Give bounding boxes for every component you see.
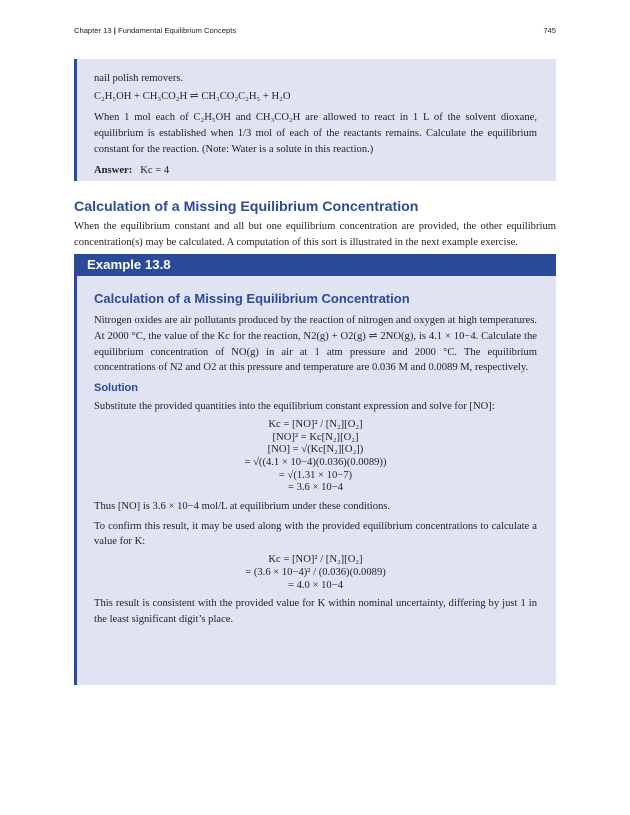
example-header: Example 13.8 — [74, 254, 556, 276]
conclusion-text: Thus [NO] is 3.6 × 10−4 mol/L at equilibrium under these conditions. — [94, 501, 391, 513]
confirm-text: To confirm this result, it may be used along with the provided equilibrium concentrations to calculate a value for K: — [94, 520, 537, 548]
solution-heading: Solution — [94, 381, 138, 394]
page-number: 745 — [543, 26, 556, 35]
math-line: Kc = [NO]² / [N₂][O₂] — [268, 554, 363, 566]
math-line: = 3.6 × 10−4 — [287, 482, 343, 494]
math-line: = (3.6 × 10−4)² / (0.036)(0.0089) — [245, 566, 386, 578]
math-line: = 4.0 × 10−4 — [287, 579, 343, 591]
solution-intro: Substitute the provided quantities into the equilibrium constant expression and solve for [NO]: — [94, 401, 495, 413]
answer-value: Kc = 4 — [140, 165, 170, 177]
exercise-body: When 1 mol each of C₂H₅OH and CH₃CO₂H are allowed to react in 1 L of the solvent dioxane, equilibrium is established when 1/3 mol of each of the reactants remains. Calculate the equilibrium constant for the reaction. (Note: Water is a solute in this reaction.) — [94, 112, 537, 155]
section-title: Calculation of a Missing Equilibrium Concentration — [74, 199, 419, 215]
final-text: This result is consistent with the provided value for K within nominal uncertainty, differing by just 1 in the least significant digit’s place. — [94, 598, 537, 625]
answer-label: Answer: — [94, 165, 133, 177]
example-title: Calculation of a Missing Equilibrium Concentration — [94, 291, 410, 306]
running-head: Chapter 13 | Fundamental Equilibrium Concepts — [74, 26, 237, 35]
example-problem: Nitrogen oxides are air pollutants produced by the reaction of nitrogen and oxygen at high temperatures. At 2000 °C, the value of the Kc for the reaction, N2(g) + O2(g) ⇌ 2NO(g), is 4.1 × 10−4. Calculate the equilibrium concentration of NO(g) in air at 1 atm pressure and 2000 °C. The equilibrium concentrations of N2 and O2 at this pressure and temperature are 0.036 M and 0.0089 M, respectively. — [94, 315, 537, 374]
section-paragraph: When the equilibrium constant and all but one equilibrium concentration are provided, the other equilibrium concentration(s) may be calculated. A computation of this sort is illustrated in the next example exercise. — [74, 221, 556, 248]
continued-text: nail polish removers. — [94, 73, 184, 84]
exercise-box — [74, 59, 556, 181]
solution-math — [94, 419, 537, 495]
math-line: [NO]² = Kc[N₂][O₂] — [272, 431, 359, 443]
math-line: = √((4.1 × 10−4)(0.036)(0.0089)) — [244, 456, 387, 468]
page-header — [74, 25, 556, 36]
esterification-equation: C₂H₅OH + CH₃CO₂H ⇌ CH₃CO₂C₂H₅ + H₂O — [94, 90, 291, 102]
math-line: = √(1.31 × 10−7) — [278, 469, 353, 481]
confirm-math — [94, 554, 537, 592]
answer-line — [94, 163, 537, 179]
math-line: Kc = [NO]² / [N₂][O₂] — [268, 418, 363, 430]
math-line: [NO] = √(Kc[N₂][O₂]) — [267, 444, 364, 456]
example-box — [74, 276, 556, 685]
